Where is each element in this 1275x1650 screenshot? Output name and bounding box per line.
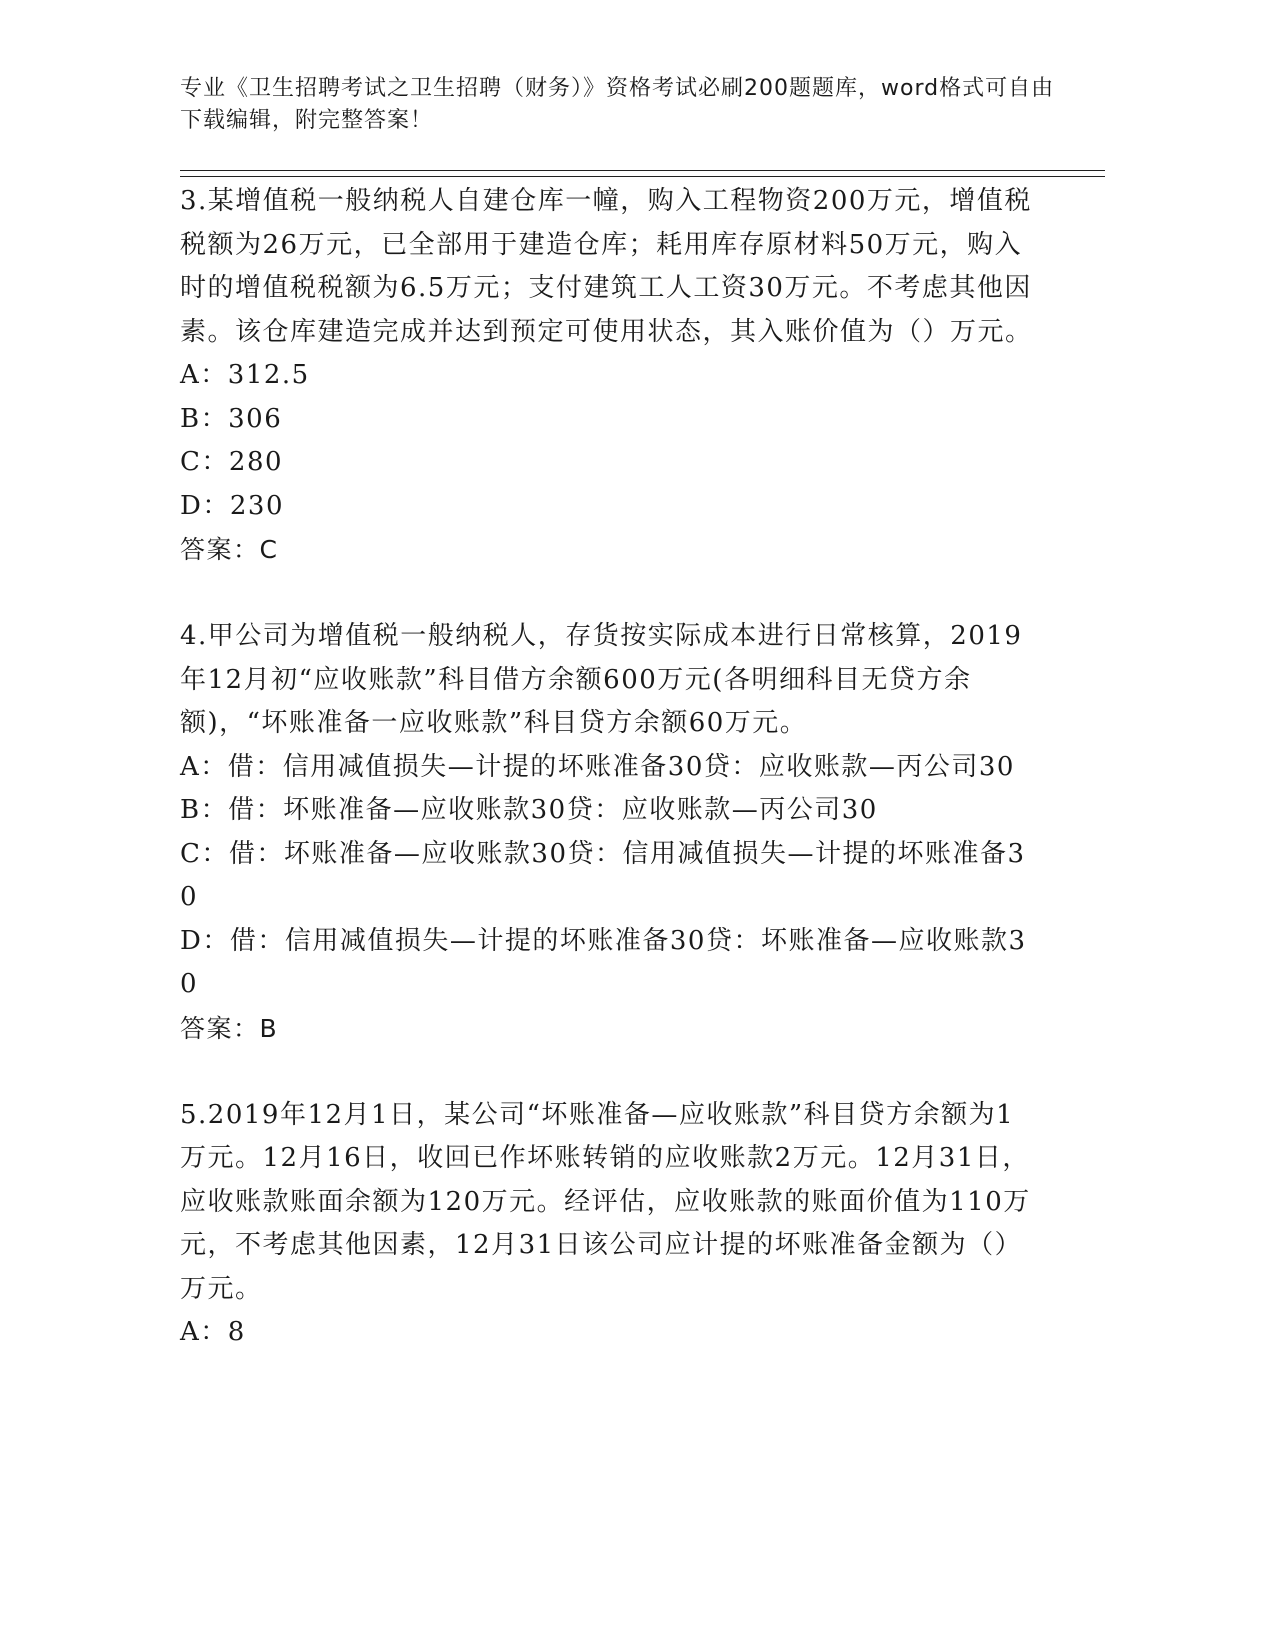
option-key: B： [180, 403, 229, 434]
option-text: 312.5 [227, 360, 310, 390]
option-text: 280 [228, 447, 284, 477]
option-text: 借：坏账准备—应收账款30贷：应收账款—丙公司30 [228, 795, 878, 825]
option-key: A： [180, 1317, 228, 1347]
option-key: C： [180, 447, 229, 477]
question-4 [180, 615, 1040, 1050]
option-text: 借：信用减值损失—计提的坏账准备30贷：坏账准备—应收账款30 [180, 925, 1027, 999]
option-text: 306 [228, 403, 283, 434]
option-b [180, 789, 1040, 833]
option-key: D： [180, 925, 230, 956]
question-stem: 4.甲公司为增值税一般纳税人，存货按实际成本进行日常核算，2019年12月初“应收账款”科目借方余额600万元(各明细科目无贷方余额)，“坏账准备一应收账款”科目贷方余额60万元。 [180, 621, 1023, 738]
option-key: C： [180, 838, 229, 869]
option-c [180, 833, 1040, 920]
question-5 [180, 1094, 1040, 1355]
option-d [180, 920, 1040, 1007]
option-a [180, 1311, 1040, 1355]
option-key: B： [180, 795, 229, 825]
option-key: D： [180, 490, 230, 521]
answer-line: 答案：B [180, 1013, 279, 1043]
option-a [180, 354, 1040, 398]
option-key: A： [180, 360, 228, 390]
header-divider-bottom [180, 176, 1105, 177]
question-stem: 5.2019年12月1日，某公司“坏账准备—应收账款”科目贷方余额为1万元。12月16日，收回已作坏账转销的应收账款2万元。12月31日，应收账款账面余额为120万元。经评估，应收账款的账面价值为110万元，不考虑其他因素，12月31日该公司应计提的坏账准备金额为（）万元。 [180, 1099, 1031, 1304]
option-text: 8 [227, 1317, 246, 1347]
question-list [180, 180, 1040, 1398]
question-3 [180, 180, 1040, 572]
question-stem: 3.某增值税一般纳税人自建仓库一幢，购入工程物资200万元，增值税税额为26万元，已全部用于建造仓库；耗用库存原材料50万元，购入时的增值税税额为6.5万元；支付建筑工人工资30万元。不考虑其他因素。该仓库建造完成并达到预定可使用状态，其入账价值为（）万元。 [180, 186, 1033, 347]
option-text: 借：信用减值损失—计提的坏账准备30贷：应收账款—丙公司30 [227, 751, 1015, 782]
option-d [180, 485, 1040, 529]
option-key: A： [180, 751, 228, 782]
option-a [180, 746, 1040, 790]
option-text: 借：坏账准备—应收账款30贷：信用减值损失—计提的坏账准备30 [180, 838, 1026, 912]
document-header: 专业《卫生招聘考试之卫生招聘（财务）》资格考试必刷200题题库，word格式可自由下载编辑，附完整答案！ [180, 76, 1055, 133]
header-divider-top [180, 170, 1105, 171]
answer-line: 答案：C [180, 535, 279, 564]
option-b [180, 398, 1040, 442]
option-c [180, 441, 1040, 485]
option-text: 230 [229, 490, 284, 521]
